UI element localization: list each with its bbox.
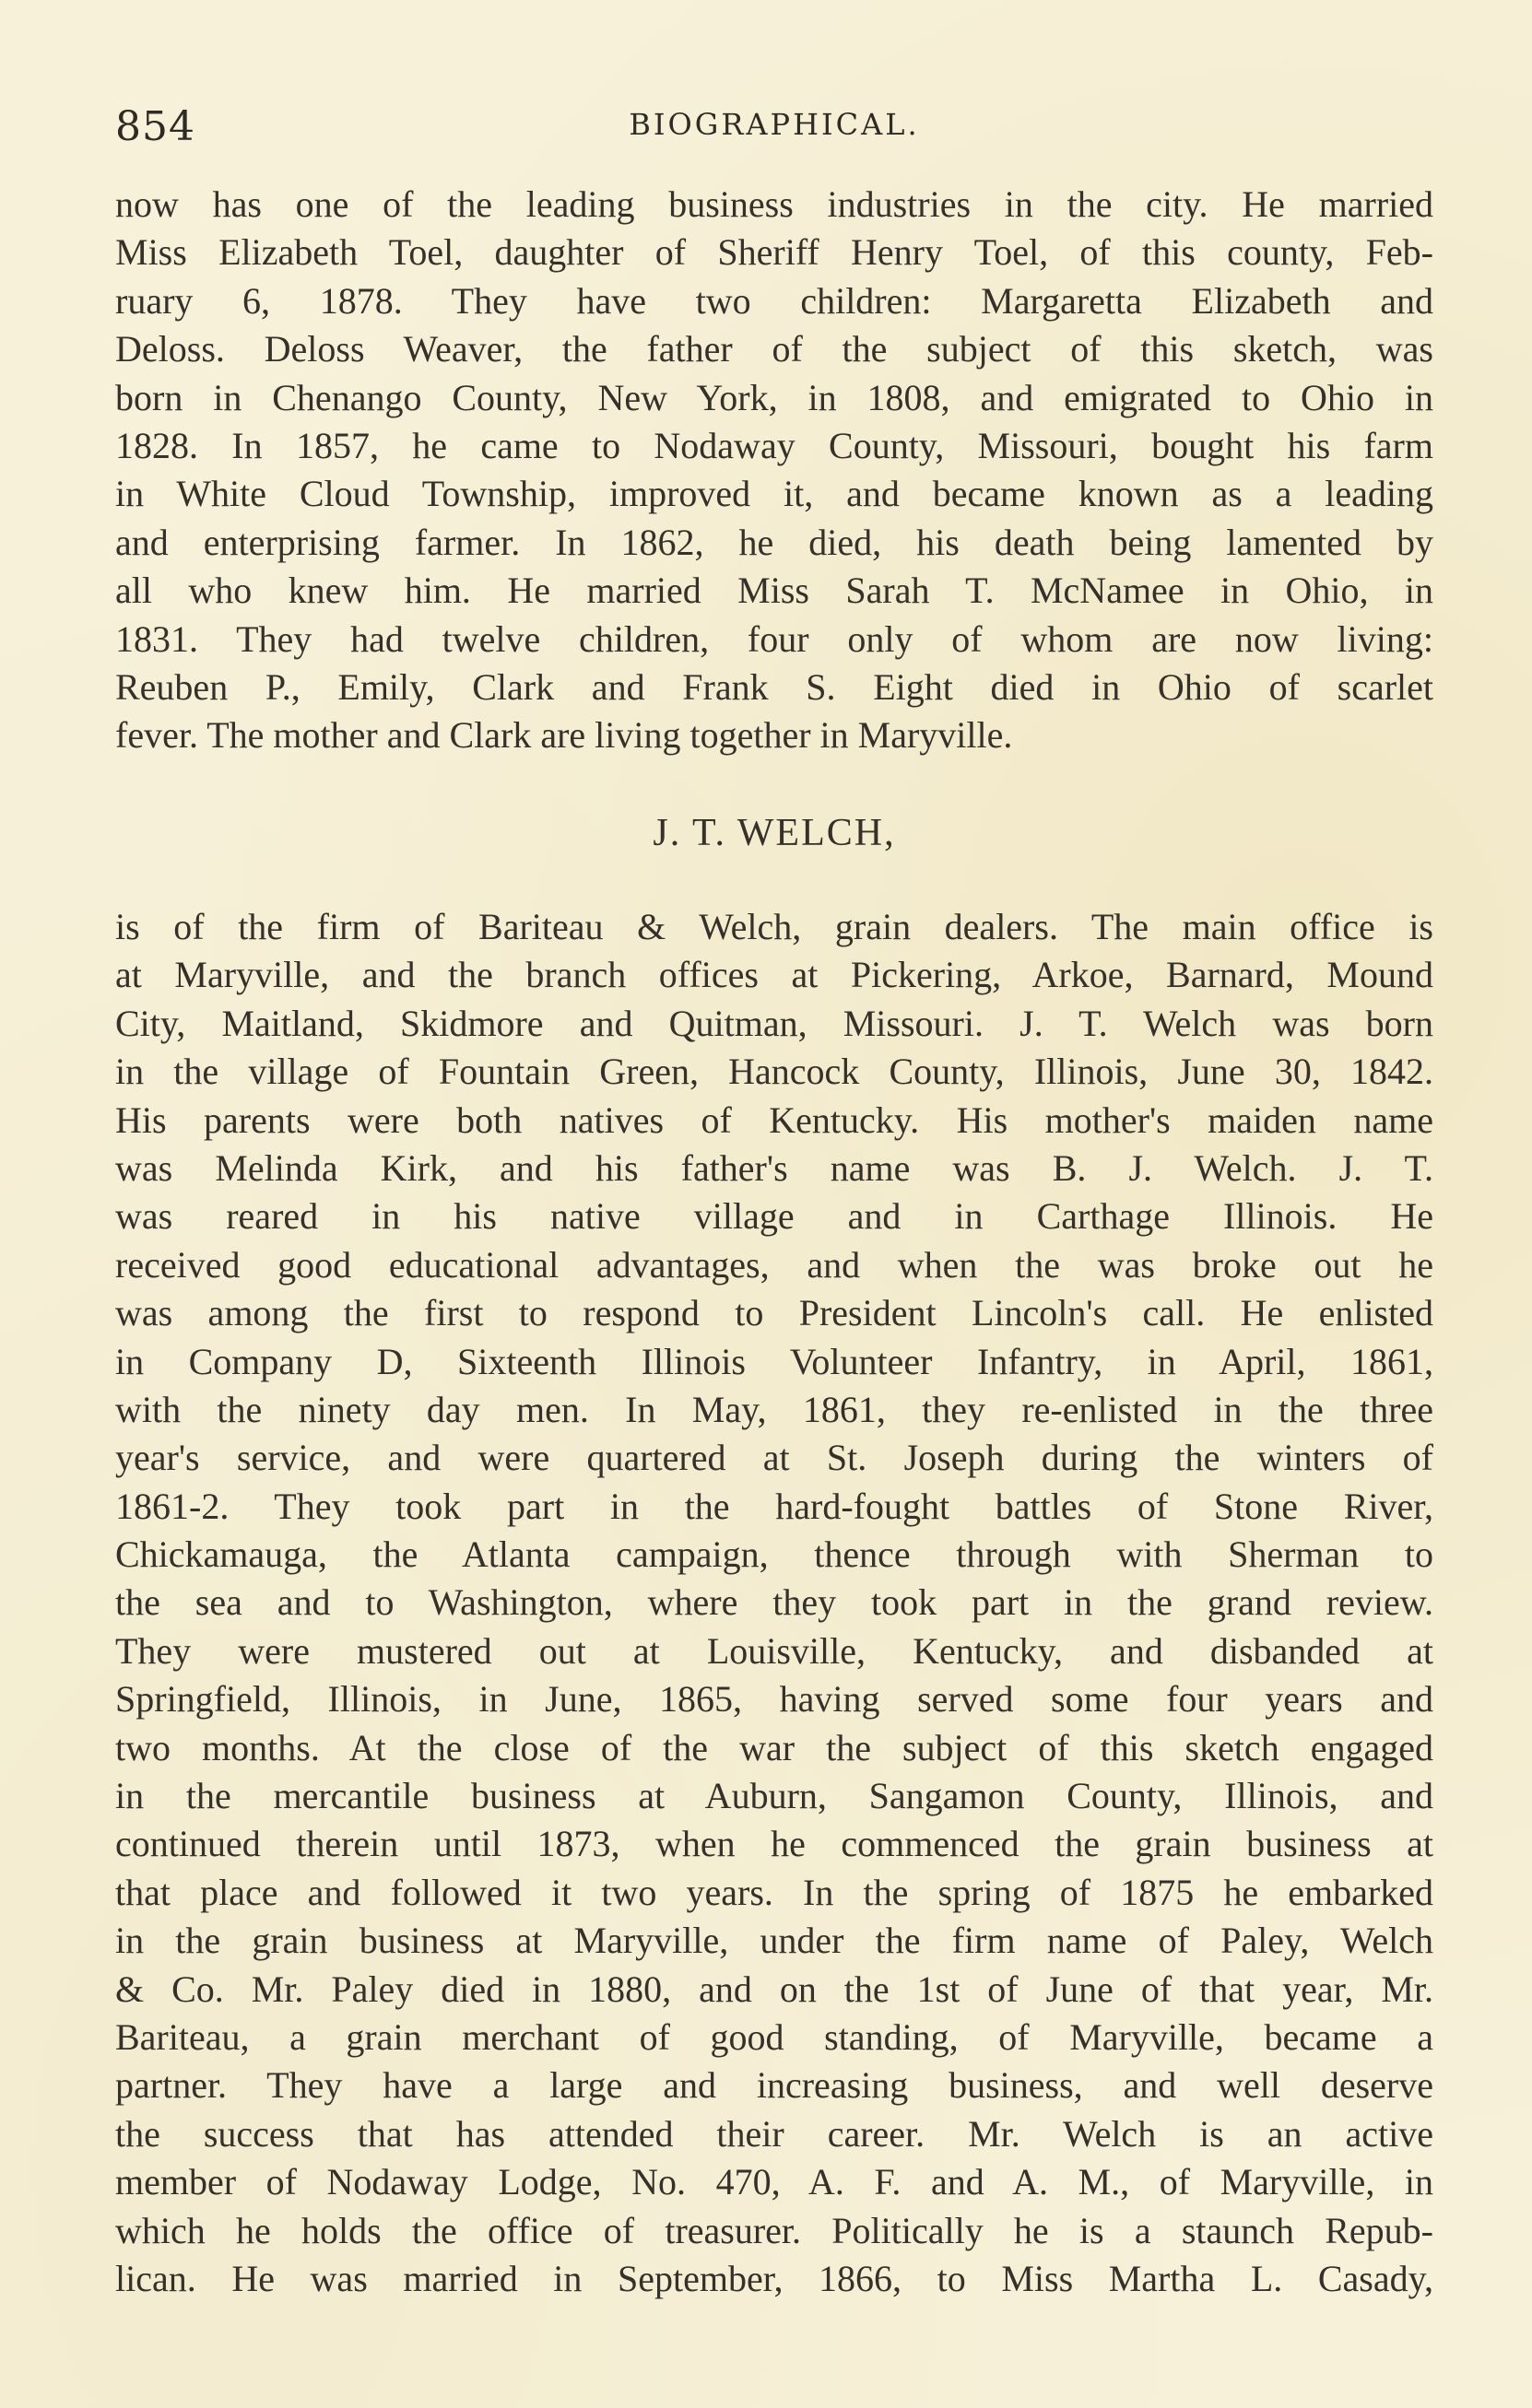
text-line: at Maryville, and the branch offices at Pickering, Arkoe, Barnard, Mound — [115, 954, 1433, 996]
text-line: and enterprising farmer. In 1862, he died, his death being lamented by — [115, 521, 1433, 563]
text-line: was Melinda Kirk, and his father's name was B. J. Welch. J. T. — [115, 1146, 1433, 1189]
page-number: 854 — [115, 103, 195, 150]
text-line: in the grain business at Maryville, under the firm name of Paley, Welch — [115, 1920, 1433, 1962]
text-line: Reuben P., Emily, Clark and Frank S. Eight died in Ohio of scarlet — [115, 665, 1433, 708]
text-line: the sea and to Washington, where they took part in the grand review. — [115, 1581, 1433, 1624]
text-line: Chickamauga, the Atlanta campaign, thence through with Sherman to — [115, 1533, 1433, 1576]
text-line: partner. They have a large and increasing business, and well deserve — [115, 2064, 1433, 2107]
text-line: lican. He was married in September, 1866, to Miss Martha L. Casady, — [115, 2257, 1433, 2299]
text-line: with the ninety day men. In May, 1861, they re-enlisted in the three — [115, 1388, 1433, 1430]
text-line: year's service, and were quartered at St. Joseph during the winters of — [115, 1437, 1433, 1479]
text-line: in the mercantile business at Auburn, Sangamon County, Illinois, and — [115, 1775, 1433, 1817]
text-line: which he holds the office of treasurer. Politically he is a staunch Repub- — [115, 2209, 1433, 2251]
welch-biography-paragraph — [115, 903, 1433, 2303]
text-line: & Co. Mr. Paley died in 1880, and on the 1st of June of that year, Mr. — [115, 1968, 1433, 2010]
text-line: in White Cloud Township, improved it, and became known as a leading — [115, 473, 1433, 515]
intro-paragraph — [115, 181, 1433, 760]
text-line: ruary 6, 1878. They have two children: Margaretta Elizabeth and — [115, 279, 1433, 322]
text-line: Bariteau, a grain merchant of good standing, of Maryville, became a — [115, 2015, 1433, 2058]
text-line: two months. At the close of the war the subject of this sketch engaged — [115, 1726, 1433, 1768]
text-line: His parents were both natives of Kentucky. His mother's maiden name — [115, 1098, 1433, 1141]
text-line: now has one of the leading business industries in the city. He married — [115, 183, 1433, 225]
text-line: They were mustered out at Louisville, Kentucky, and disbanded at — [115, 1629, 1433, 1672]
text-line: 1828. In 1857, he came to Nodaway County, Missouri, bought his farm — [115, 424, 1433, 466]
text-line: 1861-2. They took part in the hard-fought battles of Stone River, — [115, 1485, 1433, 1527]
text-line: 1831. They had twelve children, four only of whom are now living: — [115, 617, 1433, 660]
text-line: in the village of Fountain Green, Hancock County, Illinois, June 30, 1842. — [115, 1051, 1433, 1093]
text-line: received good educational advantages, and when the was broke out he — [115, 1243, 1433, 1286]
text-line: is of the firm of Bariteau & Welch, grain dealers. The main office is — [115, 906, 1433, 947]
text-line: member of Nodaway Lodge, No. 470, A. F. and A. M., of Maryville, in — [115, 2161, 1433, 2203]
text-line: fever. The mother and Clark are living together in Maryville. — [115, 714, 1013, 757]
text-line: that place and followed it two years. In the spring of 1875 he embarked — [115, 1871, 1433, 1913]
text-line: born in Chenango County, New York, in 1808, and emigrated to Ohio in — [115, 376, 1433, 418]
text-line: Miss Elizabeth Toel, daughter of Sheriff Henry Toel, of this county, Feb- — [115, 231, 1433, 274]
text-line: Deloss. Deloss Weaver, the father of the subject of this sketch, was — [115, 328, 1433, 370]
text-line: continued therein until 1873, when he commenced the grain business at — [115, 1823, 1433, 1865]
section-heading: J. T. WELCH, — [653, 812, 896, 854]
running-head — [115, 103, 1433, 159]
text-line: the success that has attended their career. Mr. Welch is an active — [115, 2112, 1433, 2155]
text-line: in Company D, Sixteenth Illinois Volunteer Infantry, in April, 1861, — [115, 1340, 1433, 1382]
text-line: all who knew him. He married Miss Sarah T. McNamee in Ohio, in — [115, 570, 1433, 612]
text-line: Springfield, Illinois, in June, 1865, having served some four years and — [115, 1678, 1433, 1721]
running-head-title: BIOGRAPHICAL. — [629, 107, 920, 142]
text-line: City, Maitland, Skidmore and Quitman, Missouri. J. T. Welch was born — [115, 1002, 1433, 1044]
text-line: was reared in his native village and in Carthage Illinois. He — [115, 1195, 1433, 1238]
text-line: was among the first to respond to President Lincoln's call. He enlisted — [115, 1292, 1433, 1334]
